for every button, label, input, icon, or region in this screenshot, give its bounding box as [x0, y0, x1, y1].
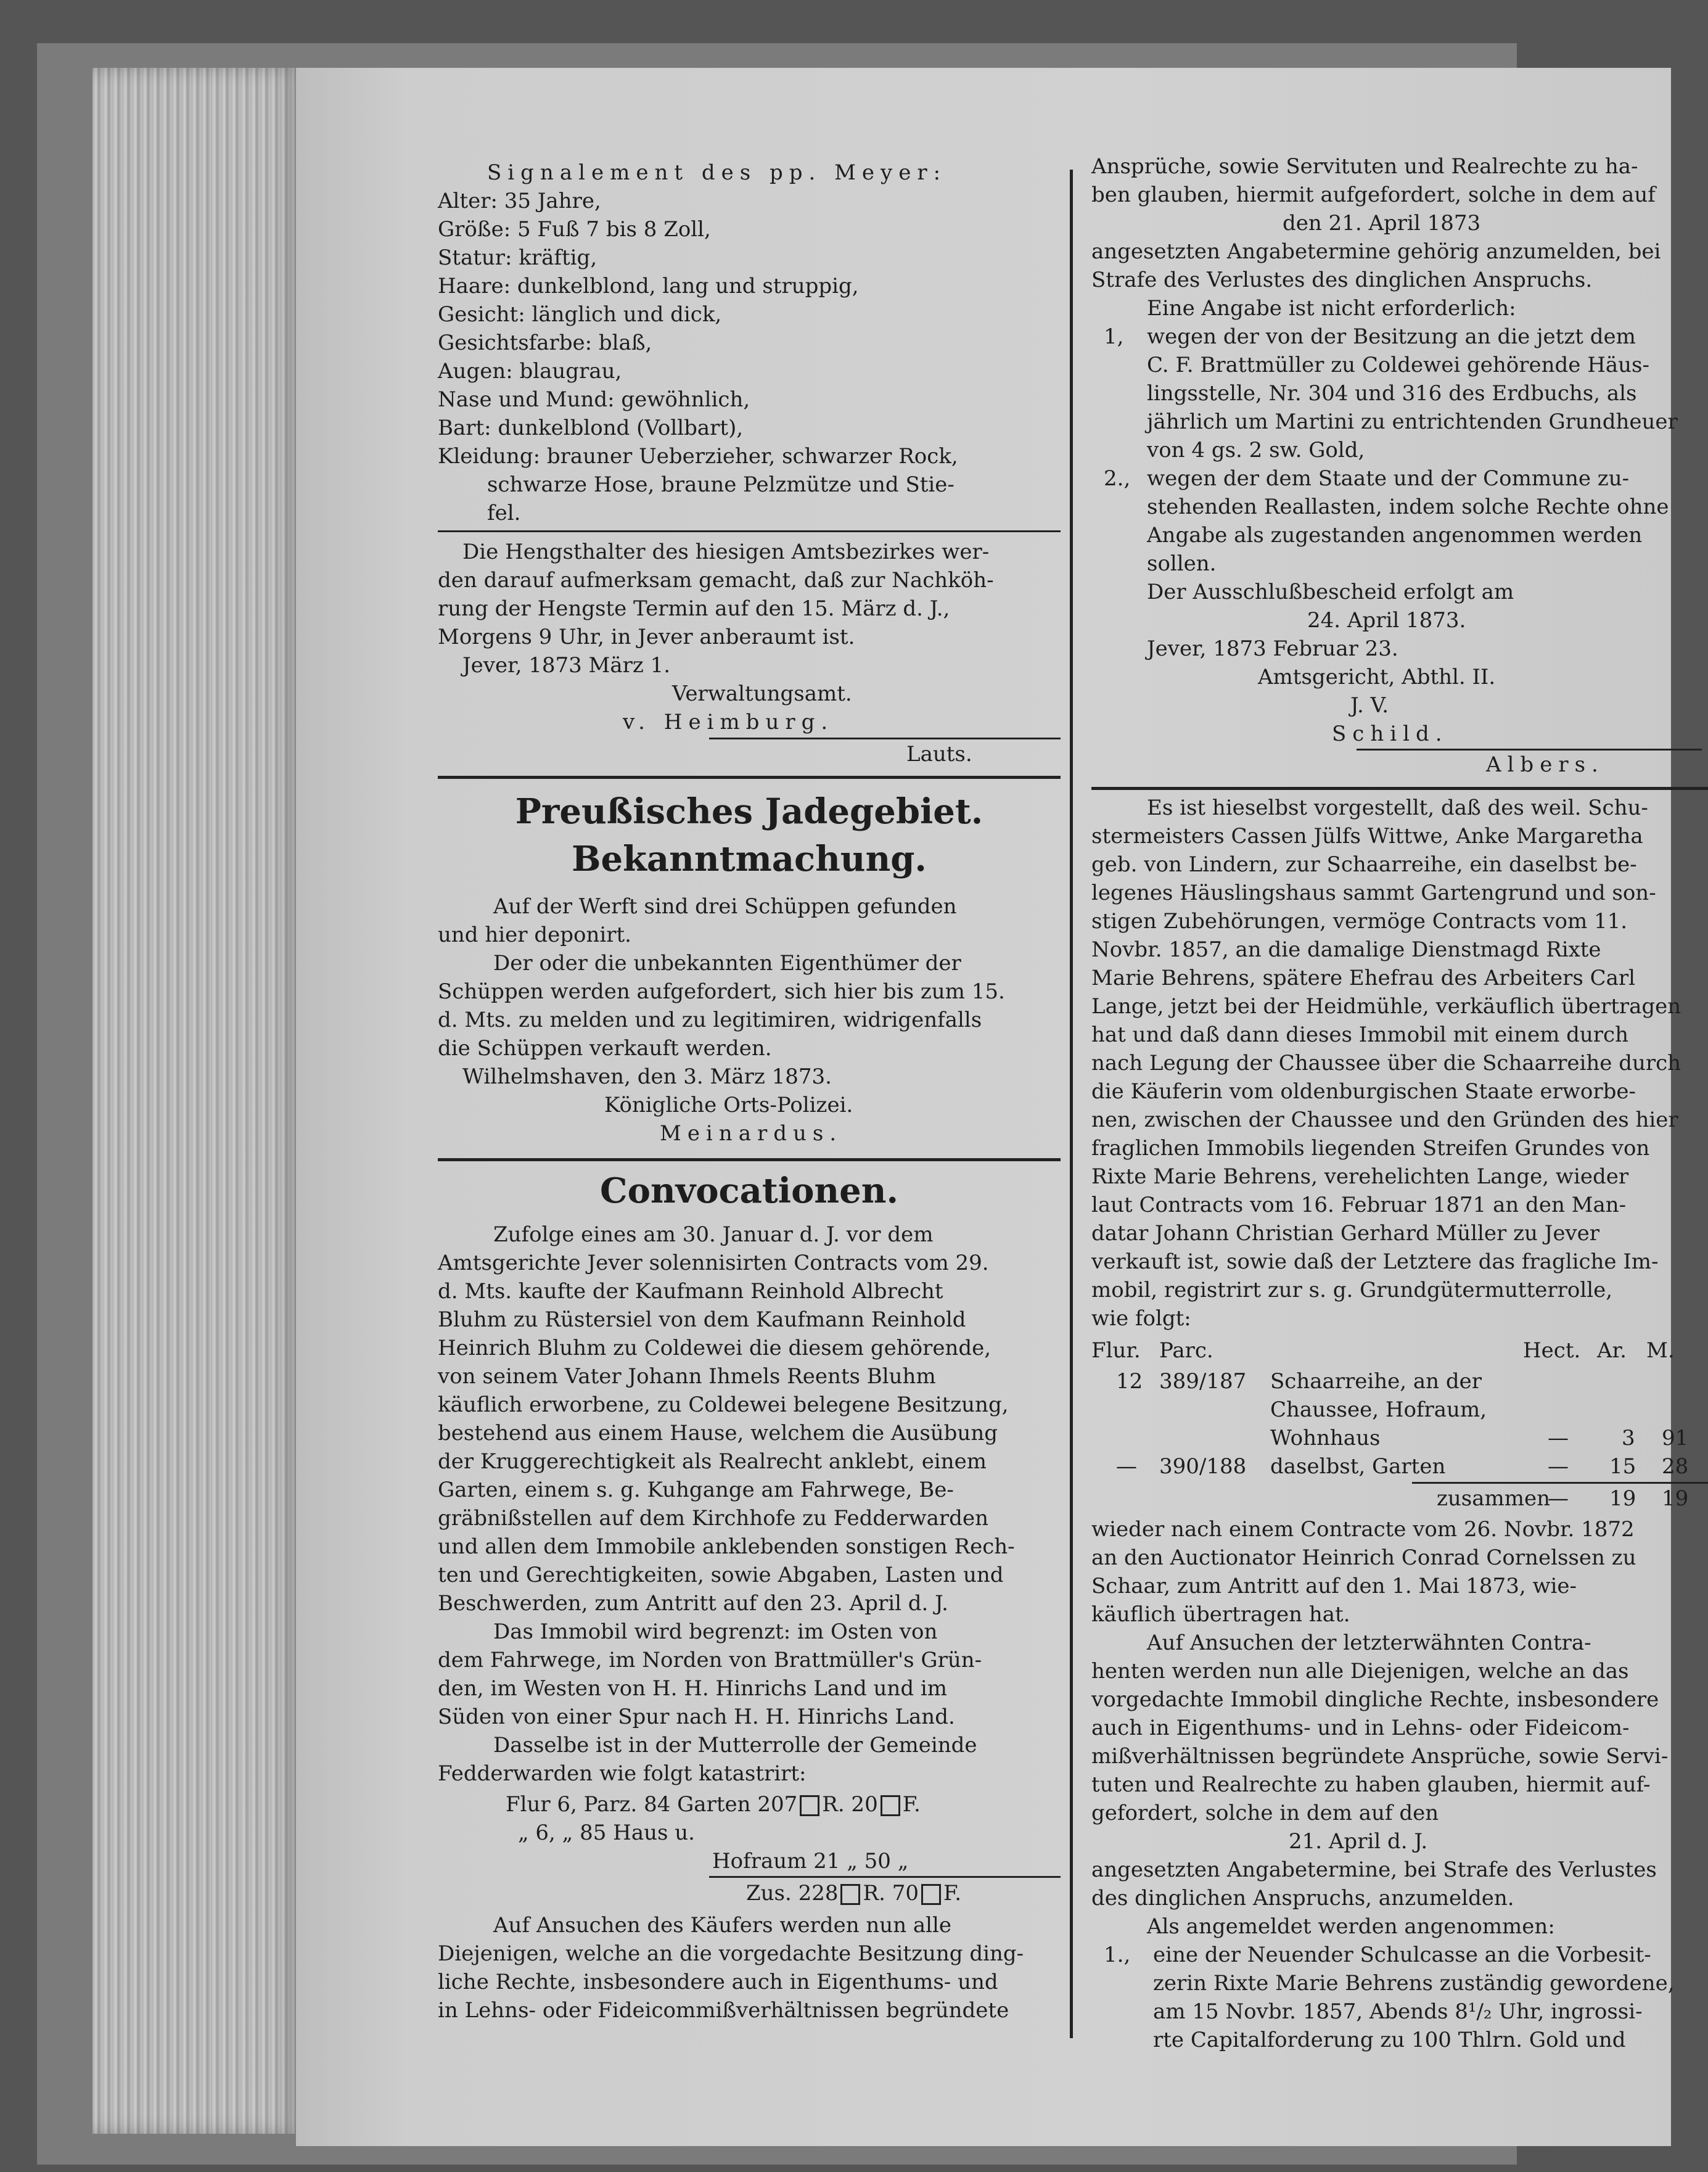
list-item-line: von 4 gs. 2 sw. Gold, [1147, 438, 1365, 463]
body-line: Es ist hieselbst vorgestellt, daß des weil. Schu- [1147, 796, 1648, 820]
list-item-line: zerin Rixte Marie Behrens zuständig gewordene, [1153, 1971, 1675, 1996]
body-line: Zufolge eines am 30. Januar d. J. vor dem [493, 1222, 934, 1247]
signalement-line: Nase und Mund: gewöhnlich, [438, 387, 750, 412]
sum-rule [1412, 1482, 1708, 1484]
square-symbol [921, 1884, 941, 1905]
notice-signer: Schild. [1332, 722, 1448, 746]
body-line: mißverhältnissen begründete Ansprüche, sowie Servi- [1091, 1744, 1669, 1769]
table-cell: zusammen [1437, 1486, 1551, 1511]
table-cell: 19 [1662, 1486, 1689, 1511]
signature-rule [1357, 749, 1702, 751]
notice-line: Wilhelmshaven, den 3. März 1873. [462, 1064, 832, 1089]
cadastre-cell: F. [902, 1792, 921, 1817]
notice-clerk: Lauts. [906, 742, 972, 767]
table-cell: 19 [1609, 1486, 1636, 1511]
table-cell: — [1548, 1454, 1569, 1479]
notice-signer: Meinardus. [660, 1121, 843, 1146]
body-line: des dinglichen Anspruchs, anzumelden. [1091, 1886, 1514, 1911]
column-divider [1070, 170, 1073, 2038]
body-line: Strafe des Verlustes des dinglichen Anspruchs. [1091, 268, 1593, 292]
body-line: die Käuferin vom oldenburgischen Staate erworbe- [1091, 1079, 1636, 1104]
body-line: Süden von einer Spur nach H. H. Hinrichs Land. [438, 1705, 955, 1729]
notice-line: Der oder die unbekannten Eigenthümer der [493, 951, 961, 976]
notice-line: Auf der Werft sind drei Schüppen gefunden [493, 894, 957, 919]
list-item-line: stehenden Reallasten, indem solche Rechte ohne [1147, 495, 1669, 519]
table-cell: 15 [1609, 1454, 1636, 1479]
square-symbol [840, 1884, 860, 1905]
body-line: Diejenigen, welche an die vorgedachte Besitzung ding- [438, 1941, 1024, 1966]
body-line: Auf Ansuchen des Käufers werden nun alle [493, 1913, 952, 1938]
list-item-line: sollen. [1147, 551, 1217, 576]
body-line: henten werden nun alle Diejenigen, welche an das [1091, 1659, 1629, 1684]
body-line: angesetzten Angabetermine, bei Strafe des Verlustes [1091, 1857, 1657, 1882]
list-item-line: rte Capitalforderung zu 100 Thlrn. Gold und [1153, 2028, 1626, 2052]
body-line: von seinem Vater Johann Ihmels Reents Bluhm [438, 1364, 936, 1389]
list-item-line: jährlich um Martini zu entrichtenden Grundheuer [1147, 409, 1678, 434]
sum-rule [709, 1876, 1061, 1878]
signalement-line: Bart: dunkelblond (Vollbart), [438, 416, 744, 440]
table-cell: 389/187 [1159, 1369, 1247, 1394]
signalement-line: Statur: kräftig, [438, 245, 597, 270]
square-symbol [800, 1795, 819, 1816]
body-line: d. Mts. kaufte der Kaufmann Reinhold Albrecht [438, 1279, 943, 1304]
body-line: verkauft ist, sowie daß der Letztere das fragliche Im- [1091, 1249, 1659, 1274]
body-line: käuflich übertragen hat. [1091, 1602, 1350, 1627]
list-item-line: eine der Neuender Schulcasse an die Vorbesit- [1153, 1943, 1651, 1967]
square-symbol [881, 1795, 900, 1816]
signalement-line: Gesicht: länglich und dick, [438, 302, 722, 327]
body-line: stermeisters Cassen Jülfs Wittwe, Anke Margaretha [1091, 824, 1643, 849]
section-rule [438, 776, 1061, 779]
deputy-mark: J. V. [1350, 693, 1389, 718]
cadastre-sum-row [746, 1881, 961, 1906]
body-line: Bluhm zu Rüstersiel von dem Kaufmann Reinhold [438, 1307, 966, 1332]
section-rule [1091, 787, 1708, 790]
notice-line: Morgens 9 Uhr, in Jever anberaumt ist. [438, 625, 855, 649]
body-line: käuflich erworbene, zu Coldewei belegene Besitzung, [438, 1392, 1009, 1417]
body-line: 24. April 1873. [1307, 608, 1466, 633]
body-line: liche Rechte, insbesondere auch in Eigenthums- und [438, 1970, 998, 1994]
table-cell: 91 [1662, 1426, 1689, 1450]
body-line: nach Legung der Chaussee über die Schaarreihe durch [1091, 1051, 1681, 1076]
body-line: ben glauben, hiermit aufgefordert, solche in dem auf [1091, 183, 1656, 207]
body-line: Lange, jetzt bei der Heidmühle, verkäuflich übertragen [1091, 994, 1681, 1019]
body-line: Marie Behrens, spätere Ehefrau des Arbeiters Carl [1091, 966, 1635, 990]
list-number: 1., [1104, 1943, 1131, 1967]
convocationen-heading: Convocationen. [600, 1170, 898, 1211]
table-cell: 390/188 [1159, 1454, 1247, 1479]
separator [438, 530, 1061, 532]
col-header: Flur. [1091, 1338, 1141, 1363]
body-line: gräbnißstellen auf dem Kirchhofe zu Fedderwarden [438, 1506, 988, 1531]
body-line: stigen Zubehörungen, vermöge Contracts vom 11. [1091, 909, 1628, 934]
body-line: legenes Häuslingshaus sammt Gartengrund und son- [1091, 881, 1656, 905]
body-line: 21. April d. J. [1289, 1829, 1428, 1854]
body-line: Der Ausschlußbescheid erfolgt am [1147, 580, 1514, 604]
bekanntmachung-heading: Bekanntmachung. [572, 839, 927, 879]
book-page-edges [92, 68, 302, 2134]
section-rule [438, 1158, 1061, 1161]
table-cell: Wohnhaus [1270, 1426, 1381, 1450]
list-item-line: wegen der dem Staate und der Commune zu- [1147, 466, 1630, 491]
cadastre-cell: R. 20 [822, 1792, 878, 1817]
cadastre-row: Hofraum 21 „ 50 „ [712, 1849, 909, 1874]
signalement-title: Signalement des pp. Meyer: [487, 160, 947, 185]
cadastre-cell: F. [943, 1881, 962, 1906]
body-line: wie folgt: [1091, 1306, 1191, 1331]
body-line: Als angemeldet werden angenommen: [1147, 1914, 1555, 1939]
section-title: Preußisches Jadegebiet. [515, 791, 983, 832]
list-item-line: wegen der von der Besitzung an die jetzt dem [1147, 324, 1636, 349]
col-header: Parc. [1159, 1338, 1213, 1363]
body-line: vorgedachte Immobil dingliche Rechte, insbesondere [1091, 1687, 1659, 1712]
signalement-line: Alter: 35 Jahre, [438, 189, 601, 213]
body-line: Eine Angabe ist nicht erforderlich: [1147, 296, 1516, 321]
body-line: nen, zwischen der Chaussee und den Gründen des hier [1091, 1108, 1678, 1132]
body-line: wieder nach einem Contracte vom 26. Novbr. 1872 [1091, 1517, 1635, 1542]
col-header: Ar. [1597, 1338, 1627, 1363]
col-header: M. [1646, 1338, 1675, 1363]
signalement-line: schwarze Hose, braune Pelzmütze und Stie- [487, 472, 955, 497]
list-item-line: C. F. Brattmüller zu Coldewei gehörende Häus- [1147, 353, 1649, 377]
notice-line: Die Hengsthalter des hiesigen Amtsbezirkes wer- [462, 540, 990, 564]
body-line: Garten, einem s. g. Kuhgange am Fahrwege, Be- [438, 1478, 954, 1502]
notice-clerk: Albers. [1486, 752, 1604, 777]
col-header: Hect. [1523, 1338, 1581, 1363]
list-number: 2., [1104, 466, 1131, 491]
body-line: der Kruggerechtigkeit als Realrecht anklebt, einem [438, 1449, 987, 1474]
notice-line: rung der Hengste Termin auf den 15. März d. J., [438, 596, 950, 621]
notice-line: den darauf aufmerksam gemacht, daß zur Nachköh- [438, 568, 994, 593]
body-line: Fedderwarden wie folgt katastrirt: [438, 1761, 807, 1786]
body-line: auch in Eigenthums- und in Lehns- oder Fideicom- [1091, 1716, 1630, 1740]
notice-line: d. Mts. zu melden und zu legitimiren, widrigenfalls [438, 1008, 982, 1032]
body-line: tuten und Realrechte zu haben glauben, hiermit auf- [1091, 1772, 1651, 1797]
body-line: an den Auctionator Heinrich Conrad Cornelssen zu [1091, 1545, 1636, 1570]
table-cell: — [1116, 1454, 1137, 1479]
notice-line: Jever, 1873 März 1. [462, 653, 671, 678]
list-item-line: am 15 Novbr. 1857, Abends 8¹/₂ Uhr, ingrossi- [1153, 1999, 1643, 2024]
body-line: datar Johann Christian Gerhard Müller zu Jever [1091, 1221, 1600, 1246]
body-line: Heinrich Bluhm zu Coldewei die diesem gehörende, [438, 1336, 992, 1360]
list-number: 1, [1104, 324, 1124, 349]
cadastre-row: „ 6, „ 85 Haus u. [518, 1820, 695, 1845]
table-cell: 12 [1116, 1369, 1143, 1394]
table-cell: — [1548, 1486, 1569, 1511]
notice-line: und hier deponirt. [438, 923, 631, 947]
court-name: Amtsgericht, Abthl. II. [1258, 665, 1496, 689]
cadastre-cell: Flur 6, Parz. 84 Garten 207 [506, 1792, 798, 1817]
body-line: Beschwerden, zum Antritt auf den 23. April d. J. [438, 1591, 948, 1616]
body-line: hat und daß dann dieses Immobil mit einem durch [1091, 1022, 1628, 1047]
body-line: fraglichen Immobils liegenden Streifen Grundes von [1091, 1136, 1650, 1161]
list-item-line: Angabe als zugestanden angenommen werden [1147, 523, 1643, 548]
body-line: und allen dem Immobile anklebenden sonstigen Rech- [438, 1534, 1015, 1559]
signalement-line: Augen: blaugrau, [438, 359, 622, 384]
signalement-line: Gesichtsfarbe: blaß, [438, 331, 652, 355]
body-line: gefordert, solche in dem auf den [1091, 1801, 1439, 1825]
cadastre-row [506, 1792, 921, 1817]
body-line: Rixte Marie Behrens, verehelichten Lange, wieder [1091, 1164, 1629, 1189]
table-cell: Schaarreihe, an der [1270, 1369, 1482, 1394]
signalement-line: Haare: dunkelblond, lang und struppig, [438, 274, 859, 298]
notice-authority: Königliche Orts-Polizei. [604, 1093, 853, 1117]
body-line: laut Contracts vom 16. Februar 1871 an den Man- [1091, 1193, 1627, 1217]
body-line: Das Immobil wird begrenzt: im Osten von [493, 1619, 938, 1644]
table-cell: Chaussee, Hofraum, [1270, 1397, 1487, 1422]
body-line: Ansprüche, sowie Servituten und Realrechte zu ha- [1091, 154, 1638, 179]
notice-signer: v. Heimburg. [623, 710, 834, 734]
table-cell: — [1548, 1426, 1569, 1450]
table-cell: 3 [1622, 1426, 1635, 1450]
place-date: Jever, 1873 Februar 23. [1147, 636, 1398, 661]
body-line: geb. von Lindern, zur Schaarreihe, ein daselbst be- [1091, 852, 1637, 877]
signalement-line: Kleidung: brauner Ueberzieher, schwarzer Rock, [438, 444, 958, 469]
signalement-line: fel. [487, 501, 521, 525]
body-line: den, im Westen von H. H. Hinrichs Land und im [438, 1676, 948, 1701]
body-line: Novbr. 1857, an die damalige Dienstmagd Rixte [1091, 937, 1601, 962]
body-line: angesetzten Angabetermine gehörig anzumelden, bei [1091, 239, 1661, 264]
signature-rule [709, 738, 1061, 739]
body-line: dem Fahrwege, im Norden von Brattmüller's Grün- [438, 1648, 982, 1672]
body-line: Auf Ansuchen der letzterwähnten Contra- [1147, 1631, 1591, 1655]
body-line: Dasselbe ist in der Mutterrolle der Gemeinde [493, 1733, 977, 1758]
table-cell: 28 [1662, 1454, 1689, 1479]
body-line: mobil, registrirt zur s. g. Grundgütermutterrolle, [1091, 1278, 1613, 1302]
body-line: in Lehns- oder Fideicommißverhältnissen begründete [438, 1998, 1009, 2023]
body-line: Schaar, zum Antritt auf den 1. Mai 1873, wie- [1091, 1574, 1577, 1598]
cadastre-cell: R. 70 [863, 1881, 919, 1906]
body-line: bestehend aus einem Hause, welchem die Ausübung [438, 1421, 998, 1446]
notice-authority: Verwaltungsamt. [672, 681, 852, 706]
list-item-line: lingsstelle, Nr. 304 und 316 des Erdbuchs, als [1147, 381, 1637, 406]
newspaper-page [296, 68, 1689, 2146]
body-line: den 21. April 1873 [1283, 211, 1481, 236]
body-line: ten und Gerechtigkeiten, sowie Abgaben, Lasten und [438, 1563, 1004, 1587]
cadastre-cell: Zus. 228 [746, 1881, 839, 1906]
body-line: Amtsgerichte Jever solennisirten Contracts vom 29. [438, 1251, 989, 1275]
notice-line: Schüppen werden aufgefordert, sich hier bis zum 15. [438, 979, 1005, 1004]
signalement-line: Größe: 5 Fuß 7 bis 8 Zoll, [438, 217, 711, 242]
table-cell: daselbst, Garten [1270, 1454, 1446, 1479]
notice-line: die Schüppen verkauft werden. [438, 1036, 772, 1061]
